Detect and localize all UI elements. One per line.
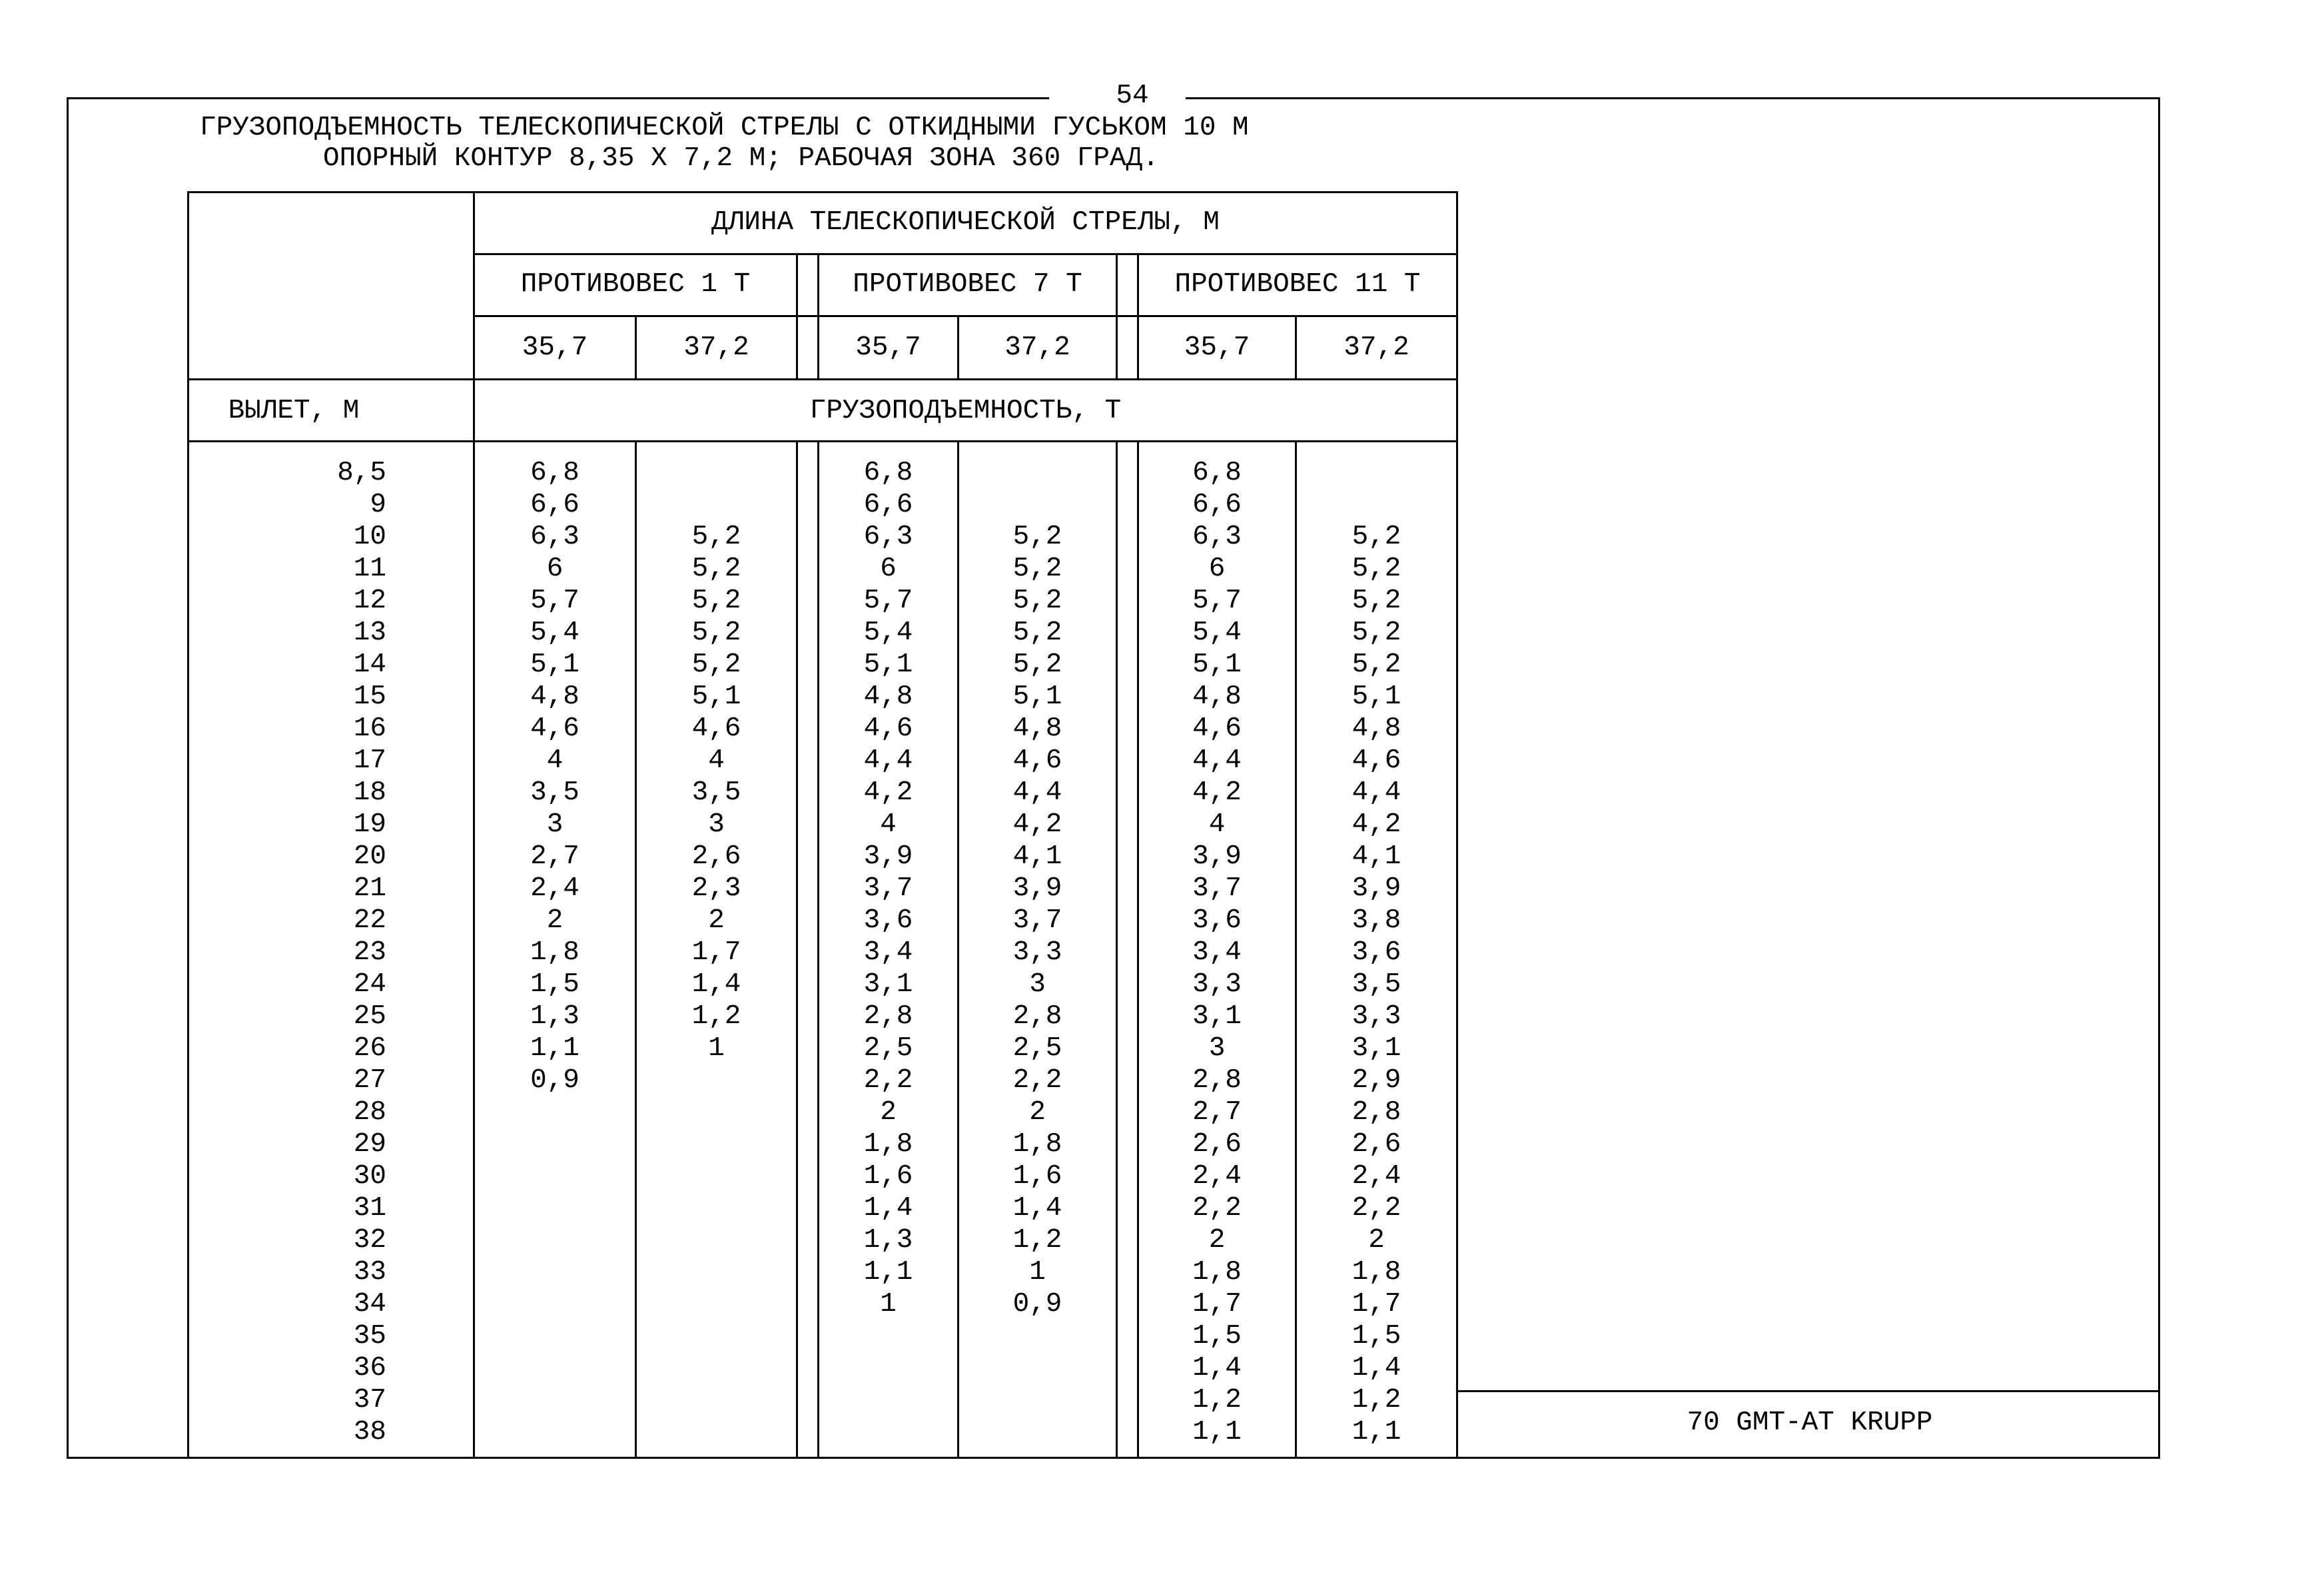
capacity-value: 3,1 (1192, 1001, 1242, 1032)
capacity-value: 5,1 (1192, 649, 1242, 680)
radius-header: ВЫЛЕТ, М (228, 396, 360, 426)
capacity-value: 5,1 (530, 649, 579, 680)
capacity-value: 1 (708, 1033, 725, 1064)
radius-value: 34 (353, 1289, 386, 1320)
capacity-value: 2,3 (691, 873, 741, 904)
radius-value: 19 (353, 809, 386, 840)
capacity-value: 6,6 (863, 490, 913, 520)
capacity-value: 3,3 (1012, 937, 1062, 968)
title-line-2: ОПОРНЫЙ КОНТУР 8,35 Х 7,2 М; РАБОЧАЯ ЗОНА 360 ГРАД. (323, 143, 1159, 174)
radius-value: 37 (353, 1385, 386, 1415)
radius-value: 22 (353, 905, 386, 936)
capacity-value: 4,8 (1012, 713, 1062, 744)
capacity-value: 0,9 (530, 1065, 579, 1096)
capacity-value: 5,1 (1351, 681, 1401, 712)
capacity-value: 2,6 (1351, 1129, 1401, 1160)
capacity-value: 1,5 (1192, 1321, 1242, 1352)
capacity-value: 1,4 (863, 1193, 913, 1224)
capacity-value: 2,8 (1192, 1065, 1242, 1096)
capacity-value: 1,7 (1351, 1289, 1401, 1320)
capacity-value: 5,2 (1351, 522, 1401, 552)
capacity-value: 5,2 (691, 617, 741, 648)
capacity-value: 3,5 (691, 777, 741, 808)
capacity-value: 1,4 (691, 969, 741, 1000)
radius-value: 33 (353, 1257, 386, 1288)
capacity-value: 1,5 (1351, 1321, 1401, 1352)
capacity-value: 1,7 (691, 937, 741, 968)
capacity-value: 2,4 (530, 873, 579, 904)
capacity-value: 2,7 (530, 841, 579, 872)
boom-length-4: 37,2 (1004, 332, 1070, 363)
capacity-value: 1,4 (1351, 1353, 1401, 1384)
capacity-value: 3,9 (863, 841, 913, 872)
capacity-value: 5,2 (1351, 554, 1401, 584)
capacity-value: 3,8 (1351, 905, 1401, 936)
title-line-1: ГРУЗОПОДЪЕМНОСТЬ ТЕЛЕСКОПИЧЕСКОЙ СТРЕЛЫ С ОТКИДНЫМИ ГУСЬКОМ 10 М (200, 113, 1249, 143)
capacity-value: 2,4 (1192, 1161, 1242, 1192)
capacity-value: 2 (708, 905, 725, 936)
radius-value: 17 (353, 745, 386, 776)
capacity-value: 2 (1208, 1225, 1226, 1256)
capacity-value: 5,2 (1012, 617, 1062, 648)
capacity-value: 5,2 (691, 649, 741, 680)
capacity-value: 4 (546, 745, 564, 776)
capacity-value: 3,6 (1192, 905, 1242, 936)
capacity-value: 1,3 (530, 1001, 579, 1032)
radius-value: 29 (353, 1129, 386, 1160)
capacity-value: 5,2 (1012, 554, 1062, 584)
capacity-value: 6,8 (1192, 458, 1242, 488)
capacity-value: 5,1 (691, 681, 741, 712)
radius-value: 10 (353, 522, 386, 552)
radius-value: 36 (353, 1353, 386, 1384)
capacity-value: 6 (880, 554, 897, 584)
capacity-value: 4,8 (863, 681, 913, 712)
capacity-value: 2,4 (1351, 1161, 1401, 1192)
capacity-value: 2,8 (1012, 1001, 1062, 1032)
capacity-value: 4,4 (1351, 777, 1401, 808)
radius-value: 8,5 (337, 458, 386, 488)
capacity-value: 1,8 (1351, 1257, 1401, 1288)
radius-value: 21 (353, 873, 386, 904)
capacity-value: 2 (1029, 1097, 1046, 1128)
capacity-value: 6 (1208, 554, 1226, 584)
capacity-value: 3,4 (863, 937, 913, 968)
capacity-value: 2,8 (863, 1001, 913, 1032)
capacity-value: 1,8 (1192, 1257, 1242, 1288)
capacity-value: 4,2 (1012, 809, 1062, 840)
capacity-value: 3,9 (1012, 873, 1062, 904)
capacity-value: 1,8 (863, 1129, 913, 1160)
capacity-value: 3,3 (1192, 969, 1242, 1000)
capacity-value: 4 (708, 745, 725, 776)
capacity-header: ГРУЗОПОДЪЕМНОСТЬ, Т (809, 396, 1122, 426)
capacity-value: 1,8 (530, 937, 579, 968)
capacity-value: 2,2 (1192, 1193, 1242, 1224)
radius-value: 31 (353, 1193, 386, 1224)
radius-value: 35 (353, 1321, 386, 1352)
capacity-value: 1,6 (1012, 1161, 1062, 1192)
capacity-value: 5,7 (1192, 586, 1242, 616)
capacity-value: 2,2 (1351, 1193, 1401, 1224)
capacity-value: 5,2 (691, 554, 741, 584)
capacity-value: 2 (546, 905, 564, 936)
radius-value: 11 (353, 554, 386, 584)
capacity-value: 3,5 (1351, 969, 1401, 1000)
capacity-value: 2,9 (1351, 1065, 1401, 1096)
radius-value: 38 (353, 1417, 386, 1447)
capacity-value: 3,6 (863, 905, 913, 936)
capacity-value: 6,3 (530, 522, 579, 552)
capacity-value: 4,8 (1192, 681, 1242, 712)
frame-right (2158, 97, 2160, 1459)
capacity-value: 1,1 (530, 1033, 579, 1064)
radius-value: 16 (353, 713, 386, 744)
capacity-value: 5,2 (1351, 649, 1401, 680)
capacity-value: 1,2 (691, 1001, 741, 1032)
capacity-value: 4,6 (1351, 745, 1401, 776)
frame-bottom (67, 1457, 2160, 1459)
capacity-value: 5,1 (863, 649, 913, 680)
capacity-value: 5,4 (863, 617, 913, 648)
capacity-value: 5,7 (863, 586, 913, 616)
capacity-value: 3 (1208, 1033, 1226, 1064)
capacity-value: 3,3 (1351, 1001, 1401, 1032)
capacity-value: 4,2 (1192, 777, 1242, 808)
capacity-value: 3,5 (530, 777, 579, 808)
capacity-value: 6,3 (1192, 522, 1242, 552)
counterweight-11-header: ПРОТИВОВЕС 11 Т (1174, 269, 1421, 300)
capacity-value: 1,4 (1012, 1193, 1062, 1224)
capacity-value: 3 (708, 809, 725, 840)
capacity-value: 4,4 (1012, 777, 1062, 808)
capacity-value: 1,6 (863, 1161, 913, 1192)
capacity-value: 2,6 (691, 841, 741, 872)
counterweight-7-header: ПРОТИВОВЕС 7 Т (853, 269, 1082, 300)
boom-length-2: 37,2 (683, 332, 749, 363)
radius-value: 32 (353, 1225, 386, 1256)
capacity-value: 3 (546, 809, 564, 840)
capacity-value: 3,7 (1012, 905, 1062, 936)
capacity-value: 4,6 (1012, 745, 1062, 776)
capacity-value: 1,2 (1351, 1385, 1401, 1415)
capacity-value: 5,1 (1012, 681, 1062, 712)
capacity-value: 4,2 (863, 777, 913, 808)
capacity-value: 4,4 (1192, 745, 1242, 776)
capacity-value: 4,8 (530, 681, 579, 712)
radius-value: 23 (353, 937, 386, 968)
capacity-value: 6 (546, 554, 564, 584)
frame-left (67, 97, 69, 1459)
boom-length-6: 37,2 (1344, 332, 1409, 363)
capacity-value: 6,3 (863, 522, 913, 552)
capacity-value: 5,2 (1012, 522, 1062, 552)
stamp-model: 70 GMT-AT KRUPP (1687, 1407, 1933, 1438)
capacity-value: 3,4 (1192, 937, 1242, 968)
capacity-value: 3,6 (1351, 937, 1401, 968)
capacity-value: 4,1 (1351, 841, 1401, 872)
capacity-value: 5,2 (1351, 586, 1401, 616)
capacity-value: 1,8 (1012, 1129, 1062, 1160)
boom-length-header: ДЛИНА ТЕЛЕСКОПИЧЕСКОЙ СТРЕЛЫ, М (711, 207, 1220, 238)
capacity-value: 1,2 (1192, 1385, 1242, 1415)
capacity-value: 5,4 (1192, 617, 1242, 648)
capacity-value: 4 (1208, 809, 1226, 840)
capacity-value: 1,3 (863, 1225, 913, 1256)
capacity-value: 1,1 (1192, 1417, 1242, 1447)
radius-value: 28 (353, 1097, 386, 1128)
capacity-value: 4,1 (1012, 841, 1062, 872)
frame-top-left (67, 97, 1049, 99)
page-number: 54 (1116, 81, 1149, 111)
capacity-value: 4,2 (1351, 809, 1401, 840)
radius-value: 24 (353, 969, 386, 1000)
capacity-value: 2,8 (1351, 1097, 1401, 1128)
capacity-value: 6,8 (863, 458, 913, 488)
capacity-value: 4,8 (1351, 713, 1401, 744)
capacity-value: 4,6 (691, 713, 741, 744)
capacity-value: 1,2 (1012, 1225, 1062, 1256)
capacity-value: 1 (1029, 1257, 1046, 1288)
capacity-value: 4,4 (863, 745, 913, 776)
capacity-value: 6,6 (530, 490, 579, 520)
radius-value: 14 (353, 649, 386, 680)
counterweight-1-header: ПРОТИВОВЕС 1 Т (520, 269, 751, 300)
capacity-value: 1,4 (1192, 1353, 1242, 1384)
radius-value: 30 (353, 1161, 386, 1192)
capacity-value: 2,2 (863, 1065, 913, 1096)
capacity-value: 2 (880, 1097, 897, 1128)
radius-value: 18 (353, 777, 386, 808)
capacity-value: 1,1 (863, 1257, 913, 1288)
boom-length-5: 35,7 (1184, 332, 1250, 363)
capacity-value: 3,1 (1351, 1033, 1401, 1064)
capacity-value: 5,7 (530, 586, 579, 616)
capacity-value: 2,7 (1192, 1097, 1242, 1128)
capacity-value: 2,5 (1012, 1033, 1062, 1064)
radius-value: 13 (353, 617, 386, 648)
capacity-value: 1,5 (530, 969, 579, 1000)
capacity-value: 2,5 (863, 1033, 913, 1064)
capacity-value: 3 (1029, 969, 1046, 1000)
capacity-value: 4,6 (863, 713, 913, 744)
capacity-value: 5,2 (691, 586, 741, 616)
capacity-value: 4 (880, 809, 897, 840)
capacity-value: 5,2 (691, 522, 741, 552)
radius-value: 15 (353, 681, 386, 712)
capacity-value: 2,2 (1012, 1065, 1062, 1096)
radius-value: 9 (370, 490, 386, 520)
capacity-value: 6,6 (1192, 490, 1242, 520)
capacity-value: 3,7 (1192, 873, 1242, 904)
frame-top-right (1186, 97, 2158, 99)
capacity-value: 4,6 (530, 713, 579, 744)
capacity-value: 3,9 (1192, 841, 1242, 872)
capacity-value: 1 (880, 1289, 897, 1320)
capacity-value: 2 (1368, 1225, 1385, 1256)
capacity-value: 5,4 (530, 617, 579, 648)
capacity-value: 0,9 (1012, 1289, 1062, 1320)
capacity-value: 5,2 (1012, 649, 1062, 680)
capacity-value: 5,2 (1351, 617, 1401, 648)
boom-length-3: 35,7 (855, 332, 921, 363)
capacity-value: 3,9 (1351, 873, 1401, 904)
radius-value: 20 (353, 841, 386, 872)
radius-value: 25 (353, 1001, 386, 1032)
capacity-value: 1,7 (1192, 1289, 1242, 1320)
capacity-value: 6,8 (530, 458, 579, 488)
radius-value: 27 (353, 1065, 386, 1096)
capacity-value: 5,2 (1012, 586, 1062, 616)
boom-length-1: 35,7 (522, 332, 588, 363)
capacity-value: 3,1 (863, 969, 913, 1000)
capacity-value: 3,7 (863, 873, 913, 904)
capacity-value: 4,6 (1192, 713, 1242, 744)
capacity-value: 2,6 (1192, 1129, 1242, 1160)
capacity-value: 1,1 (1351, 1417, 1401, 1447)
radius-value: 12 (353, 586, 386, 616)
radius-value: 26 (353, 1033, 386, 1064)
